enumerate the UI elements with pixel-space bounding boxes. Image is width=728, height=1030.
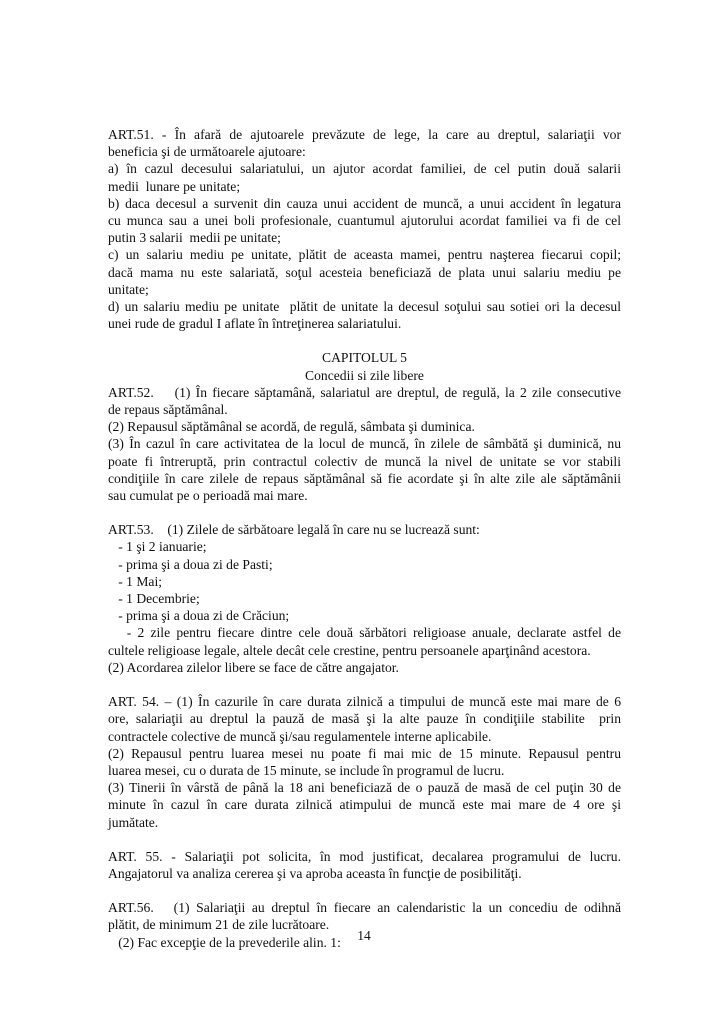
text-line: - 1 Mai; (108, 573, 162, 589)
text-line: d) un salariu mediu pe unitate plătit de unitate la decesul soţului sau sotiei ori la decesul (108, 299, 621, 315)
article-53 (108, 521, 621, 676)
text-line: dacă mama nu este salariată, soţul acesteia beneficiază de plata unui salariu mediu pe (108, 264, 621, 280)
text-line: ART.56. (1) Salariaţii au dreptul în fiecare an calendaristic la un concediu de odihnă (108, 900, 621, 916)
text-line: - 1 şi 2 ianuarie; (108, 539, 207, 555)
text-line: medii lunare pe unitate; (108, 178, 241, 194)
text-line: b) daca decesul a survenit din cauza unui accident de muncă, a unui accident în legatura (108, 195, 621, 211)
page-number: 14 (357, 928, 371, 943)
article-51 (108, 126, 621, 332)
text-line: beneficia şi de următoarele ajutoare: (108, 144, 306, 160)
text-line: plătit, de minimum 21 de zile lucrătoare. (108, 917, 330, 933)
text-line: unitate; (108, 281, 149, 297)
text-line: putin 3 salarii medii pe unitate; (108, 230, 281, 246)
text-line: (3) În cazul în care activitatea de la locul de muncă, în zilele de sâmbătă şi duminică, nu (108, 436, 621, 452)
text-line: jumătate. (108, 814, 159, 830)
text-line: (2) Repausul săptămânal se acordă, de regulă, sâmbata şi duminica. (108, 419, 475, 435)
text-line: cu munca sau a unei boli profesionale, cuantumul ajutorului acordat familiei va fi de cel (108, 213, 621, 229)
text-line: (3) Tinerii în vârstă de până la 18 ani beneficiază de o pauză de masă de cel puţin 30 de (108, 780, 621, 796)
text-line: ore, salariaţii au dreptul la pauză de masă şi la alte pauze în condiţiile stabilite prin (108, 711, 621, 727)
text-line: (2) Repausul pentru luarea mesei nu poate fi mai mic de 15 minute. Repausul pentru (108, 745, 621, 761)
article-54 (108, 693, 621, 831)
article-55 (108, 848, 621, 882)
text-line: - 2 zile pentru fiecare dintre cele două sărbători religioase anuale, declarate astfel de (108, 625, 621, 641)
text-line: (2) Acordarea zilelor libere se face de către angajator. (108, 659, 399, 675)
text-line: minute în cazul în care durata zilnică atimpului de muncă este mai mare de 4 ore şi (108, 797, 621, 813)
text-line: condiţiile în care zilele de repaus săptămânal să fie acordate şi în alte zile ale săptămânii (108, 470, 621, 486)
text-line: contractele colective de muncă şi/sau regulamentele interne aplicabile. (108, 728, 492, 744)
text-line: sau cumulat pe o perioadă mai mare. (108, 488, 308, 504)
chapter-title: CAPITOLUL 5 (322, 350, 407, 366)
text-line: Angajatorul va analiza cererea şi va aproba aceasta în funcţie de posibilităţi. (108, 865, 522, 881)
text-line: - prima şi a doua zi de Crăciun; (108, 608, 290, 624)
text-line: ART.53. (1) Zilele de sărbătoare legală în care nu se lucrează sunt: (108, 522, 480, 538)
text-line: cultele religioase legale, altele decât cele crestine, pentru persoanele aparţinând acestora. (108, 642, 591, 658)
text-line: poate fi întreruptă, prin contractul colectiv de muncă la nivel de unitate se vor stabili (108, 453, 621, 469)
text-line: a) în cazul decesului salariatului, un ajutor acordat familiei, de cel putin două salarii (108, 161, 621, 177)
article-52 (108, 384, 621, 504)
text-line: ART. 55. - Salariaţii pot solicita, în mod justificat, decalarea programului de lucru. (108, 848, 621, 864)
document-body (108, 126, 621, 951)
chapter-subtitle: Concedii si zile libere (305, 367, 424, 383)
text-line: luarea mesei, cu o durata de 15 minute, se include în programul de lucru. (108, 762, 505, 778)
text-line: de repaus săptămânal. (108, 402, 228, 418)
text-line: unei rude de gradul I aflate în întreţinerea salariatului. (108, 316, 402, 332)
text-line: - prima şi a doua zi de Pasti; (108, 556, 273, 572)
text-line: ART. 54. – (1) În cazurile în care durata zilnică a timpului de muncă este mai mare de 6 (108, 694, 621, 710)
text-line: (2) Fac excepţie de la prevederile alin. 1: (108, 934, 341, 950)
text-line: ART.52. (1) În fiecare săptamână, salariatul are dreptul, de regulă, la 2 zile consecutive (108, 384, 621, 400)
text-line: c) un salariu mediu pe unitate, plătit de aceasta mamei, pentru naşterea fiecarui copil; (108, 247, 621, 263)
text-line: - 1 Decembrie; (108, 591, 200, 607)
text-line: ART.51. - În afară de ajutoarele prevăzute de lege, la care au dreptul, salariaţii vor (108, 127, 621, 142)
